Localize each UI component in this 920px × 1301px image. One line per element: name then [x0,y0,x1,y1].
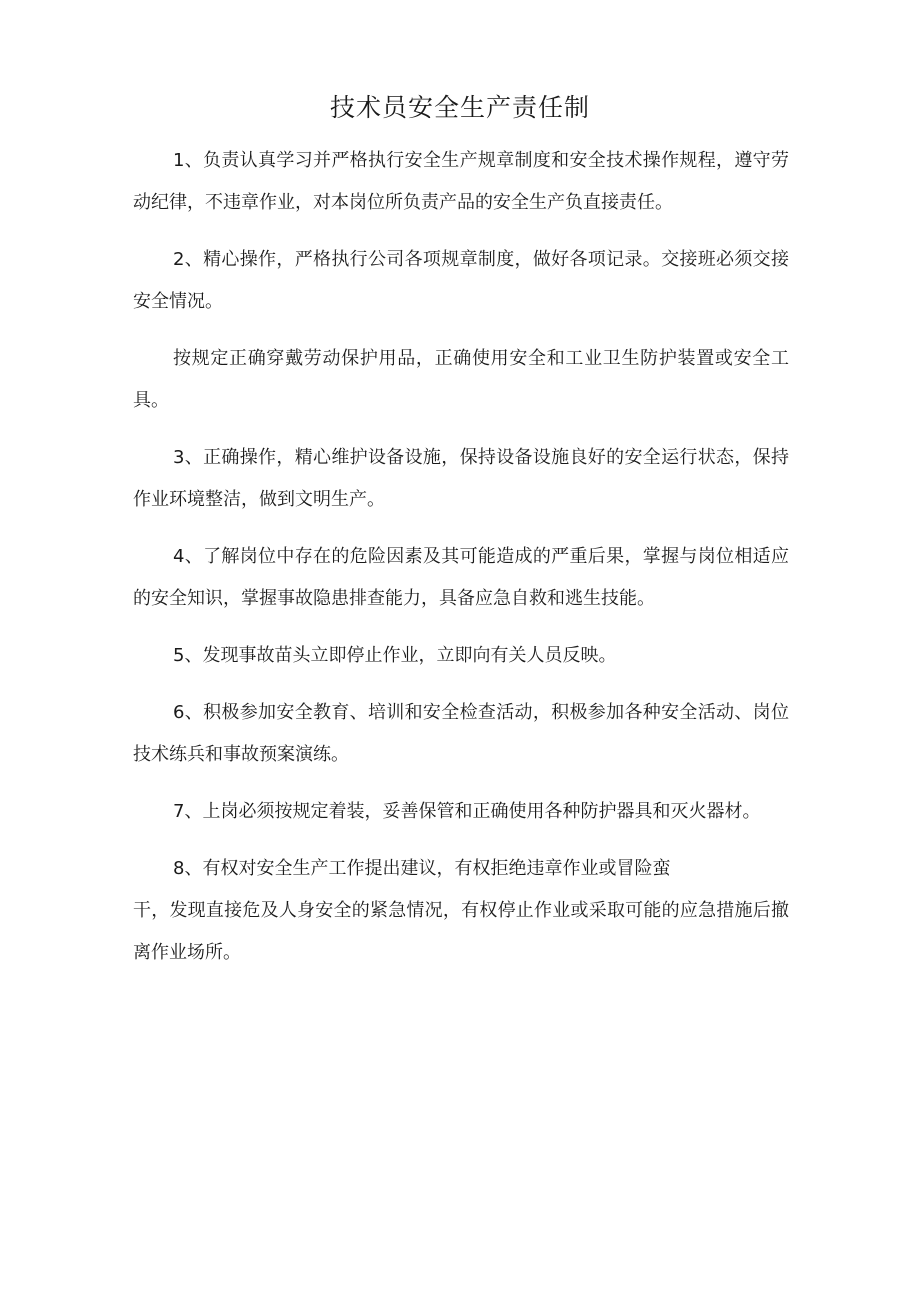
document-body [133,140,789,989]
document-title: 技术员安全生产责任制 [329,93,590,122]
paragraph-2: 2、精心操作，严格执行公司各项规章制度，做好各项记录。交接班必须交接安全情况。 [133,249,789,312]
paragraph-5: 5、发现事故苗头立即停止作业，立即向有关人员反映。 [173,645,617,666]
paragraph-7: 7、上岗必须按规定着装，妥善保管和正确使用各种防护器具和灭火器材。 [173,801,761,822]
paragraph-1: 1、负责认真学习并严格执行安全生产规章制度和安全技术操作规程，遵守劳动纪律，不违章作业，对本岗位所负责产品的安全生产负直接责任。 [133,150,789,213]
paragraph-4: 4、了解岗位中存在的危险因素及其可能造成的严重后果，掌握与岗位相适应的安全知识，掌握事故隐患排查能力，具备应急自救和逃生技能。 [133,546,789,609]
paragraph-protective-equipment: 按规定正确穿戴劳动保护用品，正确使用安全和工业卫生防护装置或安全工具。 [133,348,789,411]
paragraph-3: 3、正确操作，精心维护设备设施，保持设备设施良好的安全运行状态，保持作业环境整洁，做到文明生产。 [133,447,789,510]
paragraph-8: 8、有权对安全生产工作提出建议，有权拒绝违章作业或冒险蛮 [173,858,671,879]
paragraph-8-continued: 干，发现直接危及人身安全的紧急情况，有权停止作业或采取可能的应急措施后撤离作业场所。 [133,900,789,963]
paragraph-6: 6、积极参加安全教育、培训和安全检查活动，积极参加各种安全活动、岗位技术练兵和事故预案演练。 [133,702,789,765]
